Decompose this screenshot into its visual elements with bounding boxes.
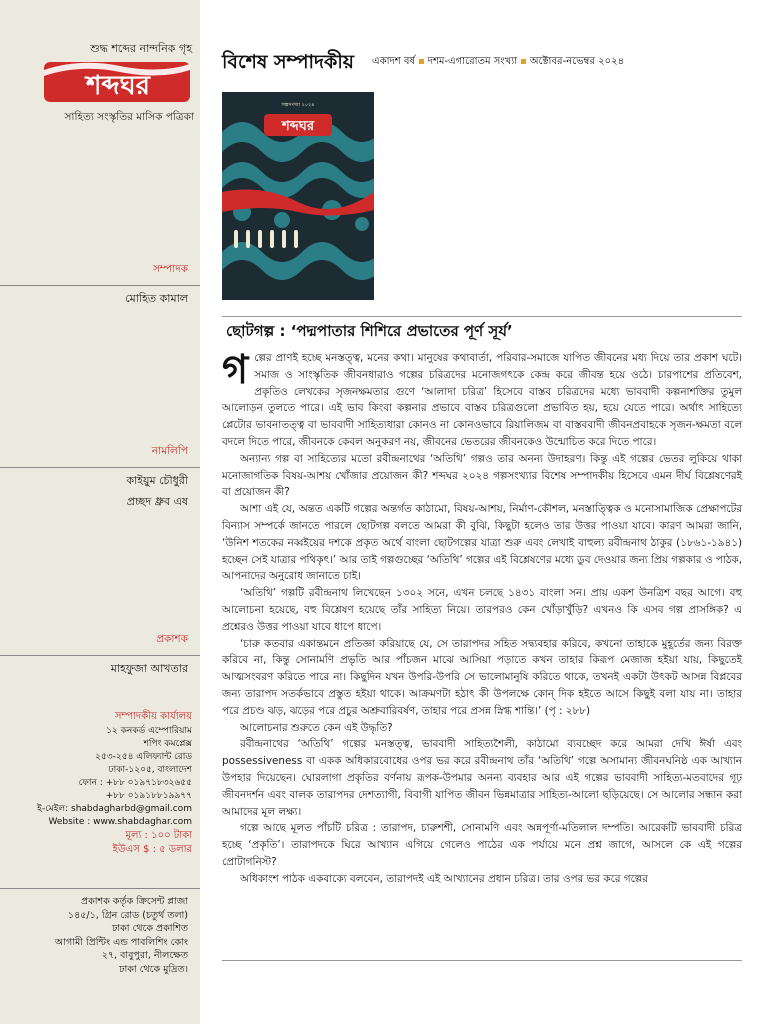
office-phone: +৮৮ ০১৯১৮৮১৯৯৭৭	[105, 791, 192, 801]
printer-block	[0, 888, 200, 976]
article-paragraph	[222, 347, 742, 451]
issue-months: অক্টোবর-নভেম্বর ২০২৪	[529, 56, 625, 67]
magazine-subtitle: সাহিত্য সংস্কৃতির মাসিক পত্রিকা	[64, 111, 194, 123]
editor-name: মোহিত কামাল	[125, 292, 188, 305]
volume-year: একাদশ বর্ষ	[372, 56, 415, 67]
article-paragraph: গল্পে আছে মূলত পাঁচটি চরিত্র : তারাপদ, চারুশশী, সোনামণি এবং অন্নপূর্ণা-মতিলাল দম্পতি। আরেকটি ভাববাদী চরিত্র হচ্ছে ‘প্রকৃতি’। তারাপদকে ঘিরে আখ্যান এগিয়ে গেলেও পাঠের এক পর্যায়ে মনে প্রশ্ন জাগে, আসলে কে এই গল্পের প্রোটাগনিস্ট?	[222, 822, 742, 868]
publisher-block	[0, 632, 200, 677]
cover-credit: প্রচ্ছদ ধ্রুব এষ	[126, 495, 188, 508]
magazine-tagline: শুদ্ধ শব্দের নান্দনিক গৃহ	[90, 42, 192, 55]
editorial-office	[10, 710, 192, 857]
section-title: বিশেষ সম্পাদকীয়	[222, 51, 354, 73]
article-paragraph: ‘অতিথি’ গল্পটি রবীন্দ্রনাথ লিখেছেন ১৩০২ সনে, এখন চলছে ১৪৩১ বাংলা সন। প্রায় একশ উনত্রিশ বছর আগে। বহু আলোচনা হয়েছে, বহু বিশ্লেষণ হয়েছে তাঁর সাহিত্য নিয়ে। তারপরও কেন খোঁড়াখুঁড়ি? এখনও কি এসব গল্প প্রাসঙ্গিক? এ প্রশ্নেরও উত্তর পাওয়া যাবে ধাপে ধাপে।	[222, 587, 742, 633]
calligraphy-name: কাইয়ুম চৌধুরী	[126, 474, 188, 487]
office-line: ১২ কনকর্ড এম্পোরিয়াম	[106, 726, 192, 736]
printer-line: আগামী প্রিন্টিং এন্ড পাবলিশিং কোং	[54, 936, 188, 948]
separator-dot: ▪	[417, 56, 425, 67]
article-body	[222, 347, 742, 888]
printer-line: প্রকাশক কর্তৃক ক্রিসেন্ট প্লাজা	[81, 896, 188, 907]
editor-label: সম্পাদক	[152, 263, 188, 275]
article-paragraph: রবীন্দ্রনাথের ‘অতিথি’ গল্পের মনস্তত্ত্ব, ভাববাদী সাহিত্যশৈলী, কাঠামো ব্যবচ্ছেদ করে আমরা দেখি ঈর্ষা এবং possessiveness বা একক অধিকারবোধের ওপর ভর করে রবীন্দ্রনাথ তাঁর ‘অতিথি’ গল্পে অসামান্য জীবনঘনিষ্ঠ এক আখ্যান উপহার দিয়েছেন। ঘোরলাগা প্রকৃতির বর্ণনায় রূপক-উপমার অনন্য ব্যবহার আর এই গল্পের ভাববাদী সাহিত্য-মতবাদের গূঢ় জীবনদর্শন এবং বালক তারাপদর দেশত্যাগী, বিবাগী যাপিত জীবন ভিন্নমাত্রার সাহিত্য-আলো ছড়িয়েছে। সে আলোর সন্ধান করা আমাদের মূল লক্ষ্য।	[222, 738, 742, 818]
printer-text	[0, 895, 200, 976]
cover-image	[222, 92, 374, 300]
cover-logo: শব্দঘর	[281, 119, 315, 134]
article-paragraph: আলোচনার শুরুতে কেন এই উদ্ধৃতি?	[240, 721, 393, 734]
issue-meta	[372, 54, 624, 71]
office-label: সম্পাদকীয় কার্যালয়	[114, 711, 192, 722]
calligraphy-block	[0, 444, 200, 510]
article-paragraph: অধিকাংশ পাঠক একবাক্যে বলবেন, তারাপদই এই আখ্যানের প্রধান চরিত্র। তার ওপর ভর করে গল্পের	[240, 872, 648, 885]
price-usd: ইউএস $ : ৫ ডলার	[112, 844, 192, 855]
separator-dot: ▪	[520, 56, 527, 67]
printer-line: ১৪৫/১, গ্রিন রোড (চতুর্থ তলা)	[67, 909, 188, 921]
article-title: ছোটগল্প : ‘পদ্মপাতার শিশিরে প্রভাতের পূর্ণ সূর্য’	[226, 322, 513, 340]
editor-block	[0, 262, 200, 307]
price-local: মূল্য : ১০০ টাকা	[125, 830, 192, 841]
divider	[0, 285, 200, 286]
masthead-sidebar	[0, 0, 200, 1024]
article-paragraph: আশা এই যে, অন্তত একটি গল্পের অন্তর্গত কাঠামো, বিষয়-আশয়, নির্মাণ-কৌশল, মনস্তাত্ত্বিক ও মনোসামাজিক প্রেক্ষাপটের বিন্যাস সম্পর্কে জানতে পারলে ছোটগল্প বলতে আমরা কী বুঝি, কিছুটা হলেও তার উত্তর পাওয়া যাবে। কারণ আমরা জানি, ‘উনিশ শতকের নব্বইয়ের দশকে প্রকৃত অর্থে বাংলা ছোটগল্পের যাত্রা শুরু এবং লেখাই বাহুল্য রবীন্দ্রনাথ ঠাকুর (১৮৬১-১৯৪১) হচ্ছেন সেই যাত্রার পথিকৃৎ।’ আর তাই গল্পগুচ্ছের ‘অতিথি’ গল্পের এই বিশ্লেষণের মধ্যে ডুব দেওয়ার জন্য প্রিয় গল্পকার ও পাঠক, আপনাদের অনুরোধ জানাতে চাই।	[222, 503, 742, 583]
printer-line: ঢাকা থেকে প্রকাশিত	[112, 923, 188, 934]
publisher-name: মাহফুজা আখতার	[110, 662, 188, 675]
paragraph-text: ল্পের প্রাণই হচ্ছে মনস্তত্ত্ব, মনের কথা। মানুষের কথাবার্তা, পরিবার-সমাজে যাপিত জীবনের মধ্য দিয়ে তার প্রকাশ ঘটে। সমাজ ও সাংস্কৃতিক জীবনধারাও গল্পের চরিত্রদের মনোজগৎকে কেন্দ্র করে জীবন্ত হয়ে ওঠে। চারপাশের প্রতিবেশ, প্রকৃতিও লেখকের সৃজনক্ষমতার গুণে ‘আলাদা চরিত্র’ হিসেবে বাস্তব চরিত্রদের মধ্যে ভাববাদী কল্পনাশক্তির তুমুল আলোড়ন তুলতে পারে। এই ভাব কিংবা কল্পনার প্রভাবে বাস্তব চরিত্রগুলো প্রভাবিত হয়, হয়ে যেতে পারে। অর্থাৎ সাহিত্যে প্লেটোর ভাবনাতত্ত্ব বা ভাববাদী সাহিত্যধারা কোনও না কোনওভাবে রিয়ালিজম বা বাস্তববাদী জীবনপ্রবাহকে সৃজন-ক্ষমতা বলে বদলে দিতে পারে, জীবনকে কেবল অনুকরণ নয়, জীবনের ভেতরের জীবনকেও উন্মোচিত করে দিতে পারে।	[222, 352, 742, 448]
printer-line: ২৭, বাবুপুরা, নীলক্ষেত	[101, 950, 188, 961]
article-paragraph: অন্যান্য গল্প বা সাহিত্যের মতো রবীন্দ্রনাথের ‘অতিথি’ গল্পও তার অনন্য উদাহরণ। কিন্তু এই গল্পের ভেতর লুকিয়ে থাকা মনোজাগতিক বিষয়-আশয় খোঁজার প্রয়োজন কী? শব্দঘর ২০২৪ গল্পসংখ্যার বিশেষ সম্পাদকীয় হিসেবে এমন দীর্ঘ বিশ্লেষণেরই বা প্রয়োজন কী?	[222, 452, 742, 499]
article-paragraph: ‘চারু কতবার একান্তমনে প্রতিজ্ঞা করিয়াছে যে, সে তারাপদর সহিত সদ্ব্যবহার করিবে, কখনো তাহাকে মুহূর্তের জন্য বিরক্ত করিবে না, কিন্তু সোনামণি প্রভৃতি আর পাঁচজন মাঝে আসিয়া পড়াতে কখন তাহার কিরূপ মেজাজ হইয়া যায়, কিছুতেই আত্মসংবরণ করিতে পারে না। কিছুদিন যখন উপরি-উপরি সে ভালোমানুষি করিতে থাকে, তখনই একটা উৎকট আসন্ন বিপ্লবের জন্য তারাপদ সতর্কভাবে প্রস্তুত হইয়া থাকে। আক্রমণটা হঠাৎ কী উপলক্ষে কোন্ দিক হইতে আসে কিছুই বলা যায় না। তাহার পরে প্রচণ্ড ঝড়, ঝড়ের পরে প্রচুর অশ্রুবারিবর্ষণ, তাহার পরে প্রসন্ন স্নিগ্ধ শান্তি।’ (পৃ : ২৮৮)	[222, 637, 742, 717]
office-website: Website : www.shabdaghar.com	[48, 817, 192, 827]
divider	[0, 655, 200, 656]
divider	[222, 960, 742, 961]
office-line: শপিং কমপ্লেক্স	[143, 739, 192, 749]
calligraphy-label: নামলিপি	[151, 445, 188, 457]
divider	[0, 467, 200, 468]
logo-wordmark: শব্দঘর	[85, 71, 151, 101]
office-email: ই-মেইল: shabdagharbd@gmail.com	[37, 804, 192, 814]
publisher-label: প্রকাশক	[156, 633, 188, 645]
cover-label: গল্পসংখ্যা ২০২৪	[281, 102, 315, 108]
issue-number: দশম-এগারোতম সংখ্যা	[427, 56, 518, 67]
drop-cap: গ	[222, 347, 249, 393]
divider	[222, 316, 742, 317]
office-line: ২৫৩-২৫৪ এলিফ্যান্ট রোড	[95, 752, 192, 762]
office-line: ঢাকা-১২০৫, বাংলাদেশ	[108, 765, 192, 775]
divider	[0, 888, 200, 889]
shabdaghar-logo	[40, 56, 192, 106]
office-phone: ফোন : +৮৮ ০১৯৭১৮৩২৬৫৫	[78, 778, 192, 788]
printer-line: ঢাকা থেকে মুদ্রিত।	[119, 963, 188, 975]
